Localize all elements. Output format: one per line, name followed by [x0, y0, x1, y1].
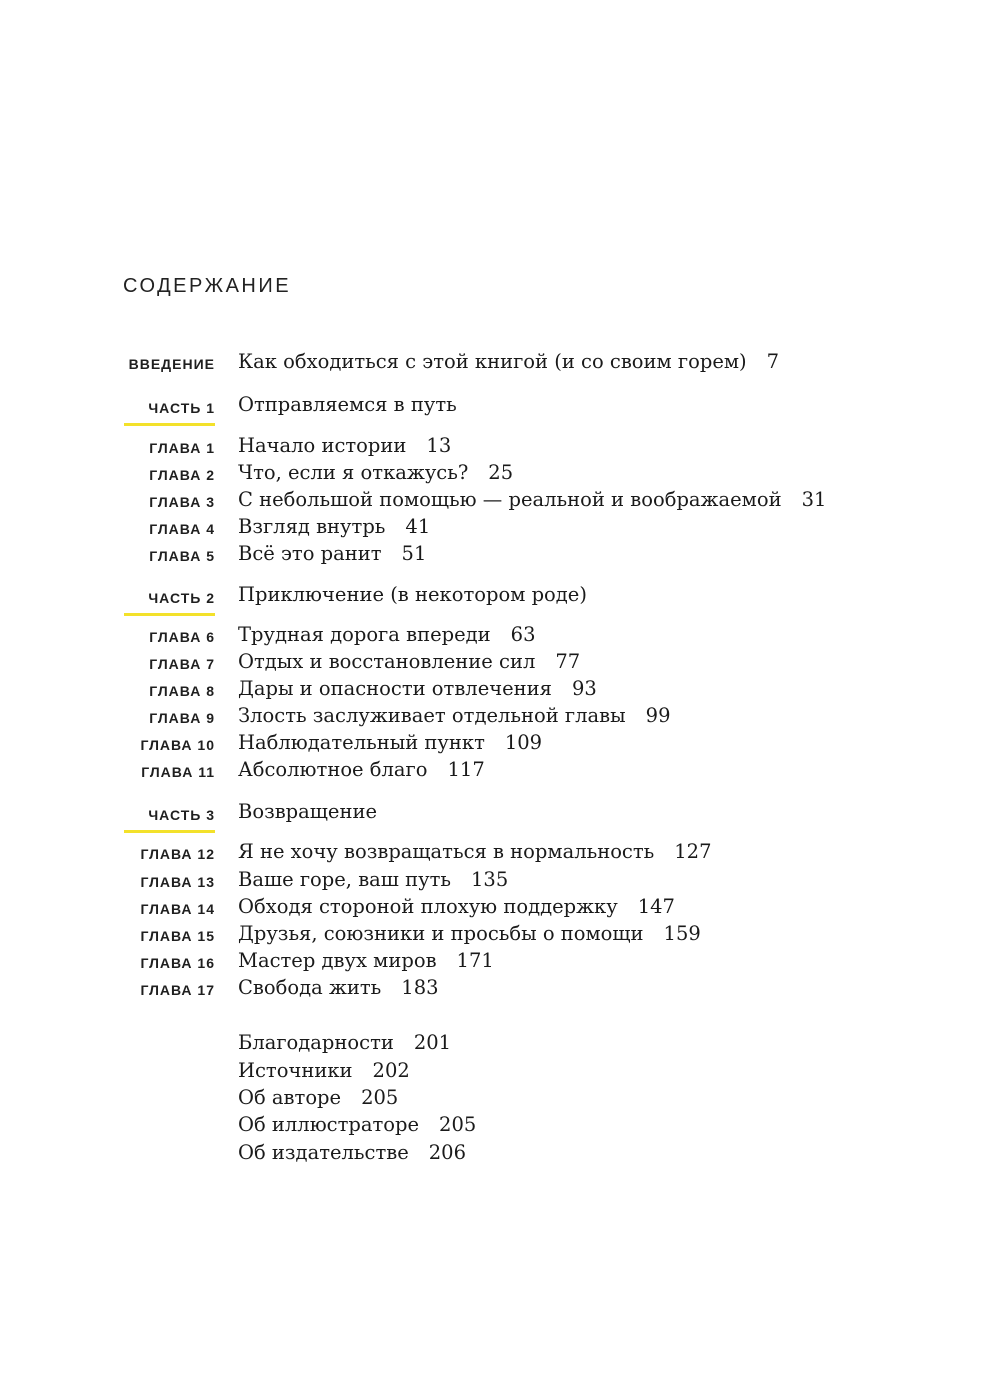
toc-entry-title: Что, если я откажусь? [238, 461, 469, 484]
toc-entry-title: Всё это ранит [238, 542, 382, 565]
toc-entry-page: 135 [471, 868, 509, 891]
toc-label: ГЛАВА 4 [149, 521, 215, 537]
toc-entry[interactable] [238, 1059, 410, 1082]
toc-row [0, 621, 1000, 651]
toc-entry[interactable] [238, 623, 535, 646]
toc-entry-page: 183 [401, 976, 439, 999]
toc-row [0, 513, 1000, 543]
toc-entry-page: 159 [663, 922, 701, 945]
toc-label: ЧАСТЬ 2 [148, 590, 215, 606]
toc-entry-title: Об авторе [238, 1086, 342, 1109]
toc-row [0, 648, 1000, 678]
toc-row [0, 432, 1000, 462]
toc-entry-title: Дары и опасности отвлечения [238, 677, 552, 700]
toc-entry-page: 117 [447, 758, 485, 781]
toc-entry[interactable] [238, 976, 439, 999]
toc-entry[interactable] [238, 895, 675, 918]
toc-row [0, 581, 1000, 611]
toc-entry-title: Возвращение [238, 800, 377, 823]
toc-label: ГЛАВА 11 [141, 764, 215, 780]
toc-entry-title: Отправляемся в путь [238, 393, 457, 416]
toc-label: ЧАСТЬ 1 [148, 400, 215, 416]
toc-entry[interactable] [238, 704, 670, 727]
toc-entry-page: 206 [428, 1141, 466, 1164]
toc-entry-page: 77 [555, 650, 581, 673]
toc-entry-title: Злость заслуживает отдельной главы [238, 704, 626, 727]
toc-entry[interactable] [238, 922, 701, 945]
toc-entry-title: Абсолютное благо [238, 758, 428, 781]
toc-entry-title: Начало истории [238, 434, 407, 457]
toc-entry[interactable] [238, 1113, 476, 1136]
toc-row [0, 947, 1000, 977]
toc-label: ГЛАВА 7 [149, 656, 215, 672]
toc-entry-title: Мастер двух миров [238, 949, 437, 972]
part-underline [124, 423, 215, 426]
toc-label: ГЛАВА 3 [149, 494, 215, 510]
toc-label: ГЛАВА 17 [140, 982, 215, 998]
toc-row [0, 756, 1000, 786]
toc-entry-page: 171 [456, 949, 494, 972]
toc-entry[interactable] [238, 583, 607, 606]
toc-row [0, 974, 1000, 1004]
toc-entry[interactable] [238, 1086, 398, 1109]
toc-entry-title: Источники [238, 1059, 353, 1082]
toc-entry-page: 41 [405, 515, 431, 538]
toc-label: ГЛАВА 15 [140, 928, 215, 944]
toc-row [0, 1057, 1000, 1087]
part-underline [124, 830, 215, 833]
toc-row [0, 798, 1000, 828]
toc-entry-page: 109 [504, 731, 543, 754]
toc-entry[interactable] [238, 731, 542, 754]
toc-label: ГЛАВА 2 [149, 467, 215, 483]
toc-row [0, 348, 1000, 378]
toc-entry-page: 13 [426, 434, 452, 457]
toc-label: ВВЕДЕНИЕ [128, 356, 215, 372]
toc-row [0, 459, 1000, 489]
toc-entry[interactable] [238, 868, 508, 891]
toc-entry-title: Как обходиться с этой книгой (и со своим горем) [238, 350, 747, 373]
toc-entry[interactable] [238, 1141, 466, 1164]
toc-entry-title: Обходя стороной плохую поддержку [238, 895, 618, 918]
toc-entry-page: 99 [645, 704, 671, 727]
toc-label: ГЛАВА 6 [149, 629, 215, 645]
toc-row [0, 1029, 1000, 1059]
toc-entry[interactable] [238, 650, 580, 673]
toc-entry-title: Об иллюстраторе [238, 1113, 420, 1136]
toc-entry[interactable] [238, 515, 430, 538]
toc-entry-page: 93 [571, 677, 597, 700]
toc-entry[interactable] [238, 840, 712, 863]
toc-entry-title: Взгляд внутрь [238, 515, 386, 538]
toc-label: ГЛАВА 12 [140, 846, 215, 862]
toc-label: ГЛАВА 14 [140, 901, 215, 917]
toc-entry[interactable] [238, 1031, 451, 1054]
toc-row [0, 675, 1000, 705]
toc-entry[interactable] [238, 393, 477, 416]
toc-entry-title: Благодарности [238, 1031, 394, 1054]
toc-label: ГЛАВА 5 [149, 548, 215, 564]
toc-entry[interactable] [238, 542, 426, 565]
toc-entry[interactable] [238, 800, 397, 823]
toc-row [0, 1139, 1000, 1169]
toc-entry-page: 147 [637, 895, 675, 918]
toc-label: ГЛАВА 13 [140, 874, 215, 890]
toc-entry-page: 202 [372, 1059, 410, 1082]
toc-entry-page: 7 [766, 350, 780, 373]
toc-label: ГЛАВА 8 [149, 683, 215, 699]
toc-entry-title: Приключение (в некотором роде) [238, 583, 587, 606]
toc-entry[interactable] [238, 949, 494, 972]
toc-row [0, 838, 1000, 868]
toc-entry[interactable] [238, 677, 597, 700]
toc-entry-title: Друзья, союзники и просьбы о помощи [238, 922, 644, 945]
toc-entry-title: Отдых и восстановление сил [238, 650, 536, 673]
page-title: СОДЕРЖАНИЕ [123, 275, 292, 297]
toc-entry[interactable] [238, 461, 513, 484]
toc-row [0, 702, 1000, 732]
toc-entry[interactable] [238, 488, 826, 511]
toc-row [0, 729, 1000, 759]
toc-entry-page: 205 [361, 1086, 399, 1109]
toc-row [0, 1111, 1000, 1141]
toc-entry-title: Наблюдательный пункт [238, 731, 485, 754]
toc-row [0, 920, 1000, 950]
toc-row [0, 486, 1000, 516]
toc-row [0, 391, 1000, 421]
toc-entry-title: С небольшой помощью — реальной и воображаемой [238, 488, 782, 511]
toc-label: ЧАСТЬ 3 [148, 807, 215, 823]
toc-entry[interactable] [238, 350, 779, 373]
toc-label: ГЛАВА 10 [140, 737, 215, 753]
toc-entry-page: 205 [439, 1113, 477, 1136]
toc-row [0, 866, 1000, 896]
toc-entry-page: 201 [413, 1031, 452, 1054]
toc-label: ГЛАВА 9 [149, 710, 215, 726]
toc-entry-page: 25 [488, 461, 514, 484]
toc-entry-title: Об издательстве [238, 1141, 409, 1164]
toc-entry-page: 51 [401, 542, 427, 565]
part-underline [124, 613, 215, 616]
toc-label: ГЛАВА 16 [140, 955, 215, 971]
toc-entry-page: 63 [510, 623, 536, 646]
toc-row [0, 893, 1000, 923]
toc-entry-page: 127 [674, 840, 712, 863]
toc-entry[interactable] [238, 434, 451, 457]
toc-entry-page: 31 [801, 488, 827, 511]
toc-entry[interactable] [238, 758, 485, 781]
toc-entry-title: Я не хочу возвращаться в нормальность [238, 840, 655, 863]
toc-entry-title: Ваше горе, ваш путь [238, 868, 452, 891]
toc-row [0, 540, 1000, 570]
toc-label: ГЛАВА 1 [149, 440, 215, 456]
toc-entry-title: Свобода жить [238, 976, 382, 999]
toc-row [0, 1084, 1000, 1114]
toc-entry-title: Трудная дорога впереди [238, 623, 491, 646]
